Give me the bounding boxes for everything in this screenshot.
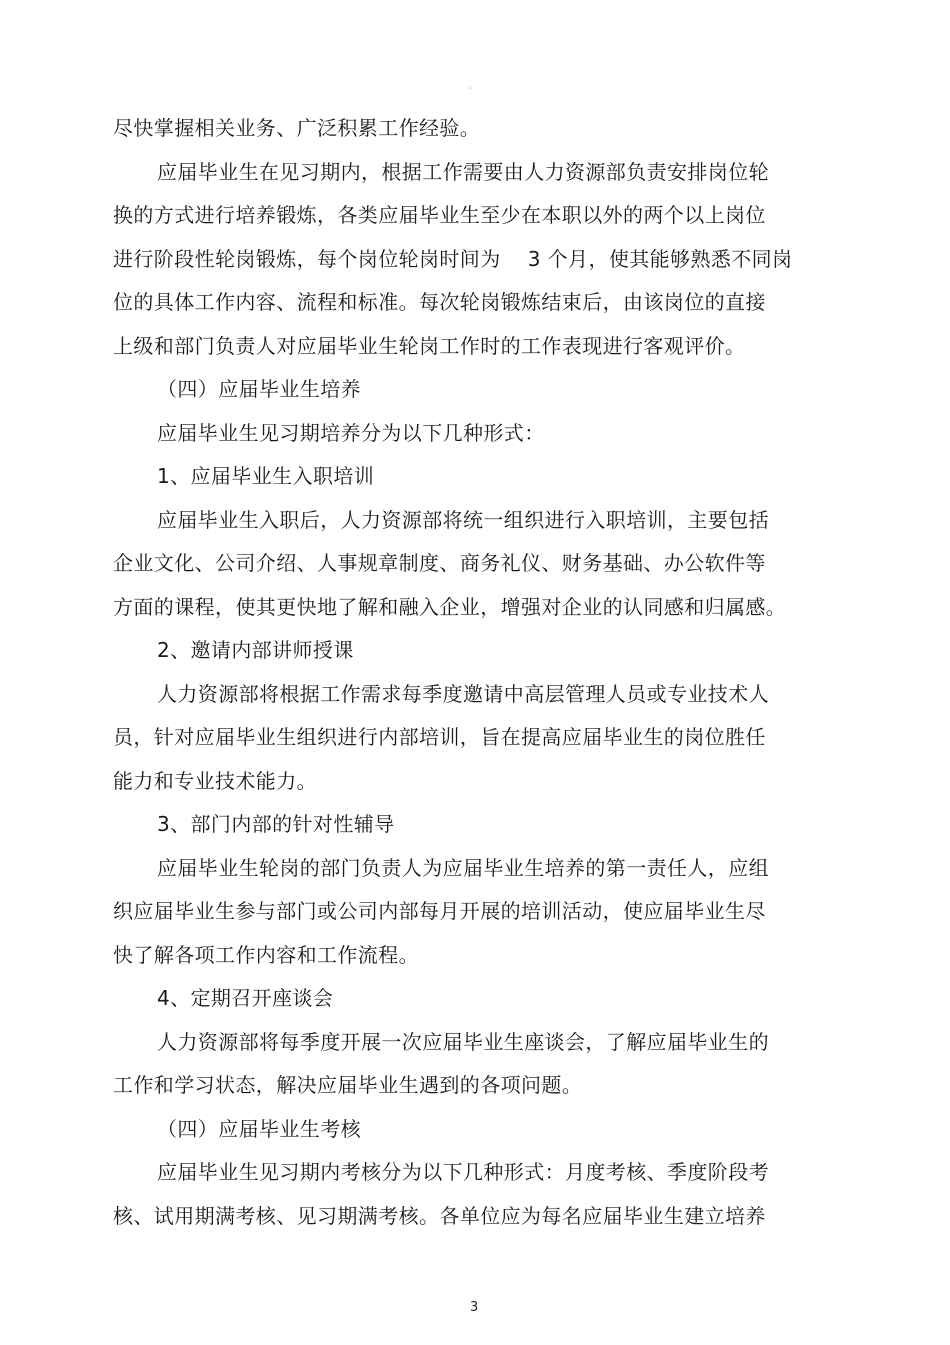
paragraph-first-line: 应届毕业生见习期内考核分为以下几种形式：月度考核、季度阶段考 (157, 1160, 769, 1184)
body-line: 织应届毕业生参与部门或公司内部每月开展的培训活动，使应届毕业生尽 (113, 899, 766, 923)
body-line: 进行阶段性轮岗锻炼，每个岗位轮岗时间为 3 个月，使其能够熟悉不同岗 (113, 247, 793, 271)
body-line: 能力和专业技术能力。 (113, 769, 317, 793)
paragraph-first-line: 人力资源部将根据工作需求每季度邀请中高层管理人员或专业技术人 (157, 682, 769, 706)
paragraph-first-line: 应届毕业生在见习期内，根据工作需要由人力资源部负责安排岗位轮 (157, 160, 769, 184)
body-line: 上级和部门负责人对应届毕业生轮岗工作时的工作表现进行客观评价。 (113, 334, 746, 358)
section-heading: （四）应届毕业生培养 (157, 377, 361, 401)
body-line: 换的方式进行培养锻炼，各类应届毕业生至少在本职以外的两个以上岗位 (113, 203, 766, 227)
paragraph-first-line: 应届毕业生入职后，人力资源部将统一组织进行入职培训，主要包括 (157, 508, 769, 532)
body-line: 工作和学习状态，解决应届毕业生遇到的各项问题。 (113, 1073, 583, 1097)
subsection-heading: 2、邀请内部讲师授课 (157, 638, 354, 662)
body-line: 核、试用期满考核、见习期满考核。各单位应为每名应届毕业生建立培养 (113, 1204, 766, 1228)
body-line: 尽快掌握相关业务、广泛积累工作经验。 (113, 116, 481, 140)
body-line: 快了解各项工作内容和工作流程。 (113, 943, 419, 967)
paragraph-first-line: 人力资源部将每季度开展一次应届毕业生座谈会，了解应届毕业生的 (157, 1030, 769, 1054)
subsection-heading: 3、部门内部的针对性辅导 (157, 812, 395, 836)
subsection-heading: 1、应届毕业生入职培训 (157, 464, 375, 488)
page-number: 3 (470, 1300, 479, 1315)
header-mark: 。 (469, 81, 477, 90)
paragraph-first-line: 应届毕业生轮岗的部门负责人为应届毕业生培养的第一责任人，应组 (157, 856, 769, 880)
section-heading: （四）应届毕业生考核 (157, 1117, 361, 1141)
paragraph-first-line: 应届毕业生见习期培养分为以下几种形式： (157, 421, 545, 445)
body-line: 企业文化、公司介绍、人事规章制度、商务礼仪、财务基础、办公软件等 (113, 551, 766, 575)
body-line: 位的具体工作内容、流程和标准。每次轮岗锻炼结束后，由该岗位的直接 (113, 290, 766, 314)
body-line: 员，针对应届毕业生组织进行内部培训，旨在提高应届毕业生的岗位胜任 (113, 725, 766, 749)
subsection-heading: 4、定期召开座谈会 (157, 986, 334, 1010)
body-line: 方面的课程，使其更快地了解和融入企业，增强对企业的认同感和归属感。 (113, 595, 787, 619)
